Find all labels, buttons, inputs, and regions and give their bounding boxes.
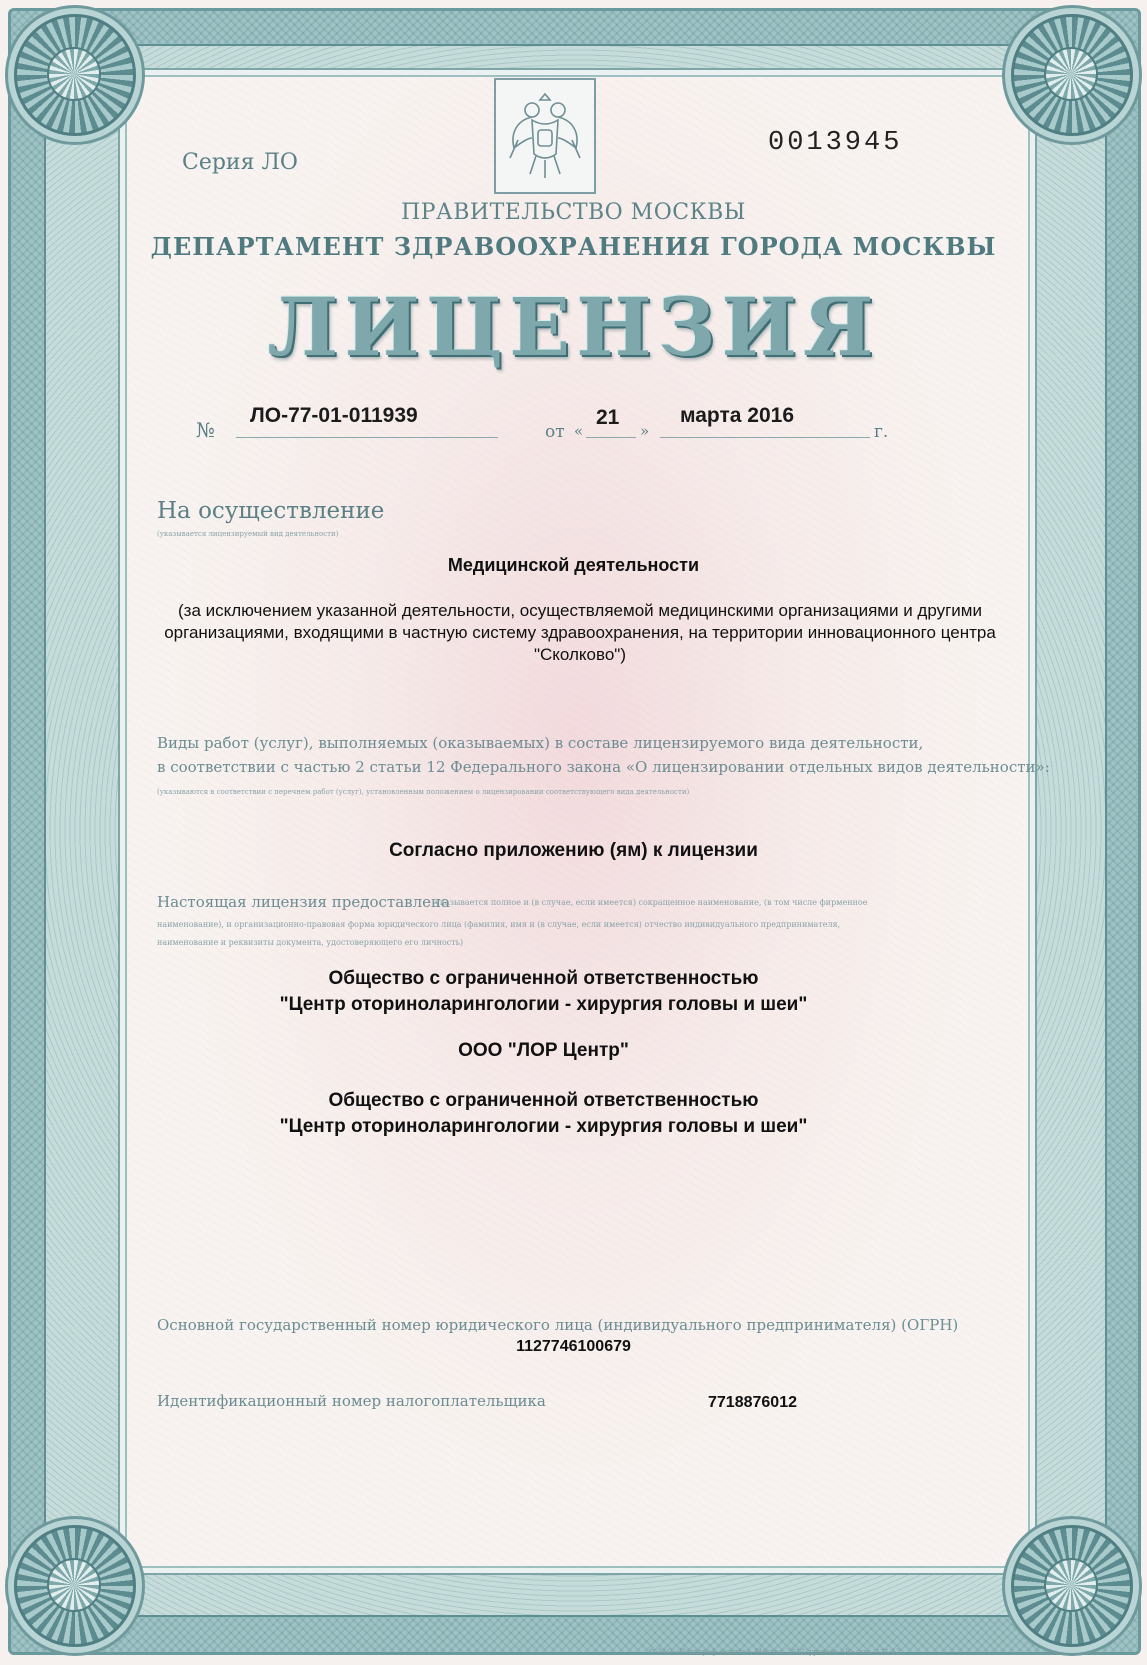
- issuer-government: ПРАВИТЕЛЬСТВО МОСКВЫ: [401, 200, 746, 225]
- ogrn-value: 1127746100679: [516, 1338, 631, 1355]
- granted-hint-line-3: наименование и реквизиты документа, удостоверяющего его личность): [157, 938, 464, 947]
- issue-month-year: марта 2016: [680, 404, 795, 427]
- ogrn-label: Основной государственный номер юридического лица (индивидуального предпринимателя) (ОГРН): [157, 1316, 959, 1334]
- quote-open: «: [574, 422, 584, 440]
- works-hint: (указываются в соответствии с перечнем работ (услуг), установленным положением о лицензировании соответствующего вида деятельности): [157, 788, 690, 796]
- licensee-short-name: ООО "ЛОР Центр": [458, 1040, 629, 1061]
- activity-exclusion: (за исключением указанной деятельности, осуществляемой медицинскими организациями и другими организациями, входящими в частную систему здравоохранения, на территории инновационного центра "Сколково"): [164, 601, 996, 664]
- works-label-line-1: Виды работ (услуг), выполняемых (оказываемых) в составе лицензируемого вида деятельности,: [157, 734, 924, 752]
- date-from-label: от: [545, 422, 565, 442]
- implementation-label: На осуществление: [157, 498, 385, 524]
- day-underline: [586, 437, 636, 438]
- month-underline: [660, 437, 870, 438]
- granted-hint-line-2: наименование), и организационно-правовая форма юридического лица (фамилия, имя и (в случае, если имеется) отчество индивидуального предпринимателя,: [157, 920, 841, 929]
- document-title: ЛИЦЕНЗИЯ: [267, 280, 880, 374]
- works-label-line-2: в соответствии с частью 2 статьи 12 Федерального закона «О лицензировании отдельных видов деятельности»:: [157, 758, 1050, 776]
- licensee-full-name-line-1: Общество с ограниченной ответственностью: [328, 968, 759, 989]
- granted-hint-line-1: (указывается полное и (в случае, если имеется) сокращенное наименование, (в том числе фирменное: [432, 898, 868, 907]
- inn-value: 7718876012: [708, 1394, 797, 1411]
- licensee-brand-name-line-1: Общество с ограниченной ответственностью: [328, 1090, 759, 1111]
- corner-rosette-icon: [14, 14, 136, 136]
- number-label: №: [196, 418, 215, 442]
- corner-rosette-icon: [1011, 14, 1133, 136]
- issue-day: 21: [596, 406, 620, 429]
- licensed-activity: Медицинской деятельности: [447, 555, 700, 575]
- licensee-brand-name-line-2: "Центр оториноларингологии - хирургия головы и шеи": [279, 1116, 808, 1137]
- series-label: Серия ЛО: [182, 150, 298, 175]
- form-number: 0013945: [768, 128, 903, 158]
- granted-label: Настоящая лицензия предоставлена: [157, 893, 450, 911]
- implementation-hint: (указывается лицензируемый вид деятельности): [157, 530, 339, 538]
- works-value: Согласно приложению (ям) к лицензии: [389, 840, 758, 861]
- inn-label: Идентификационный номер налогоплательщика: [157, 1392, 546, 1410]
- printer-footer: © ЗАО «Полиграф-защита», Москва, 2012, уровень «В», зак. 131-12: [648, 1648, 901, 1656]
- quote-close: »: [640, 422, 650, 440]
- corner-rosette-icon: [14, 1525, 136, 1647]
- license-number: ЛО-77-01-011939: [250, 404, 418, 427]
- year-suffix: г.: [874, 422, 889, 442]
- issuer-department: ДЕПАРТАМЕНТ ЗДРАВООХРАНЕНИЯ ГОРОДА МОСКВЫ: [150, 232, 997, 261]
- licensee-full-name-line-2: "Центр оториноларингологии - хирургия головы и шеи": [279, 994, 808, 1015]
- coat-of-arms-icon: [494, 78, 596, 194]
- number-underline: [236, 437, 498, 438]
- corner-rosette-icon: [1011, 1525, 1133, 1647]
